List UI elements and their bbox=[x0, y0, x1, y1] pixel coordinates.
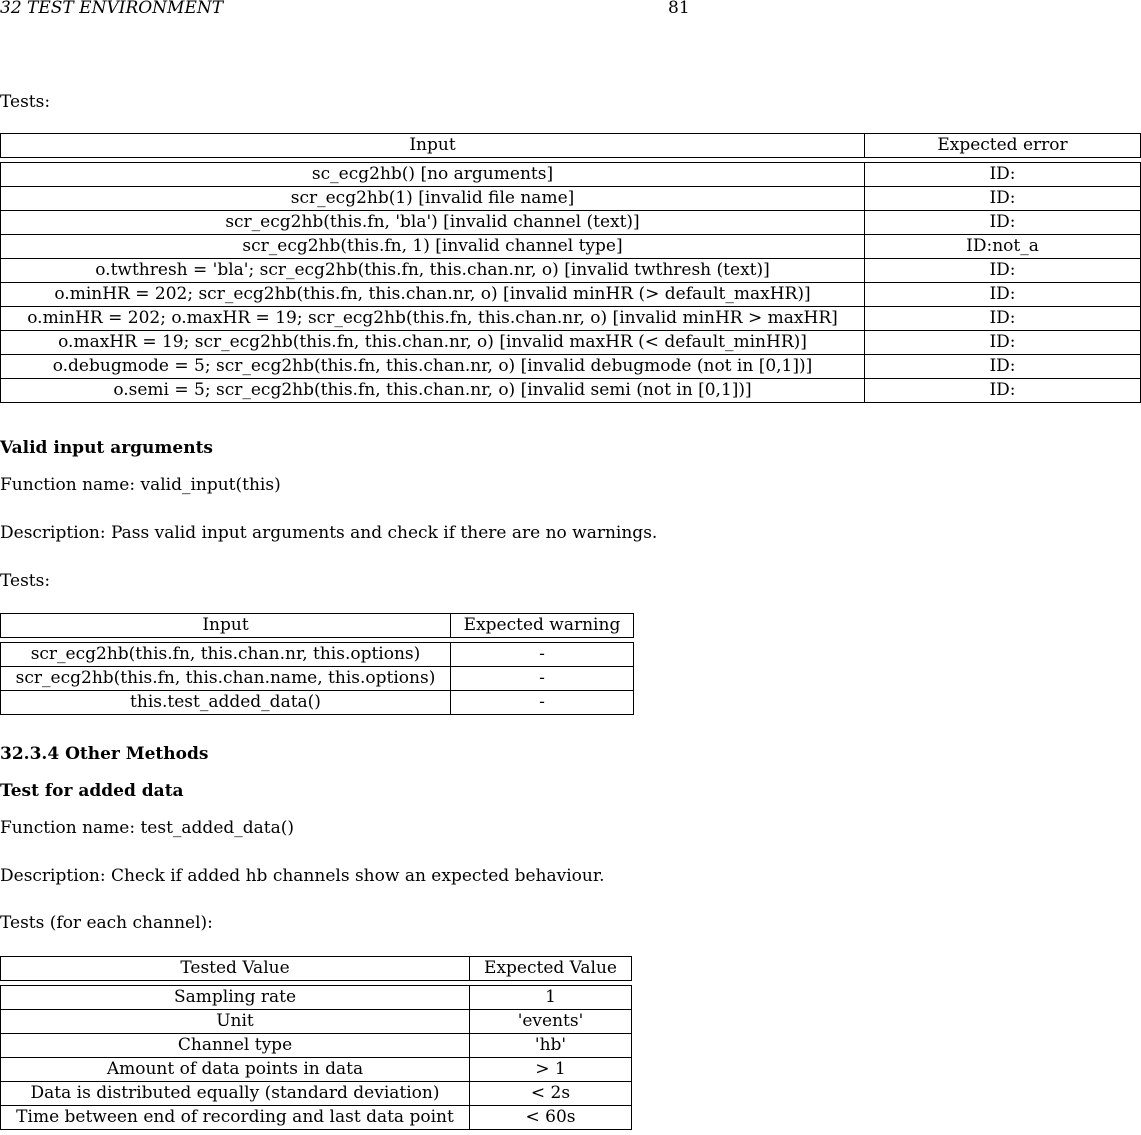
table-row bbox=[1, 1082, 632, 1106]
column-header: Expected Value bbox=[470, 957, 632, 981]
table-cell: this.test_added_data() bbox=[1, 691, 451, 715]
section-heading: Valid input arguments bbox=[0, 438, 214, 458]
table-cell: - bbox=[451, 667, 634, 691]
tests-label: Tests: bbox=[0, 92, 51, 112]
section-heading: Test for added data bbox=[0, 781, 184, 801]
table-row bbox=[1, 1058, 632, 1082]
table-cell: - bbox=[451, 691, 634, 715]
table-row bbox=[1, 331, 1141, 355]
table-row bbox=[1, 379, 1141, 403]
table-cell: Sampling rate bbox=[1, 986, 470, 1010]
table-cell: o.minHR = 202; o.maxHR = 19; scr_ecg2hb(this.fn, this.chan.nr, o) [invalid minHR > maxHR] bbox=[1, 307, 865, 331]
subsection-title: 32.3.4 Other Methods bbox=[0, 744, 209, 764]
table-cell: ID: bbox=[865, 331, 1141, 355]
table-row bbox=[1, 235, 1141, 259]
tests-label: Tests (for each channel): bbox=[0, 913, 213, 933]
tests-label: Tests: bbox=[0, 571, 51, 591]
table-cell: ID: bbox=[865, 379, 1141, 403]
table-row bbox=[1, 1106, 632, 1130]
table-cell: ID: bbox=[865, 283, 1141, 307]
table-cell: > 1 bbox=[470, 1058, 632, 1082]
table-cell: scr_ecg2hb(this.fn, 1) [invalid channel type] bbox=[1, 235, 865, 259]
valid-input-table bbox=[0, 613, 634, 715]
invalid-input-table bbox=[0, 133, 1141, 403]
table-row bbox=[1, 259, 1141, 283]
table-row bbox=[1, 986, 632, 1010]
table-cell: ID: bbox=[865, 211, 1141, 235]
table-cell: scr_ecg2hb(this.fn, 'bla') [invalid channel (text)] bbox=[1, 211, 865, 235]
table-cell: 'hb' bbox=[470, 1034, 632, 1058]
column-header: Input bbox=[1, 134, 865, 158]
table-row bbox=[1, 643, 634, 667]
table-cell: o.maxHR = 19; scr_ecg2hb(this.fn, this.chan.nr, o) [invalid maxHR (< default_minHR)] bbox=[1, 331, 865, 355]
table-cell: scr_ecg2hb(this.fn, this.chan.nr, this.options) bbox=[1, 643, 451, 667]
table-cell: scr_ecg2hb(this.fn, this.chan.name, this.options) bbox=[1, 667, 451, 691]
table-cell: - bbox=[451, 643, 634, 667]
invalid-input-table-wrap bbox=[0, 133, 1068, 413]
table-cell: < 60s bbox=[470, 1106, 632, 1130]
table-row bbox=[1, 1010, 632, 1034]
table-cell: Data is distributed equally (standard deviation) bbox=[1, 1082, 470, 1106]
table-row bbox=[1, 283, 1141, 307]
table-row bbox=[1, 691, 634, 715]
table-row bbox=[1, 163, 1141, 187]
table-cell: Amount of data points in data bbox=[1, 1058, 470, 1082]
column-header: Expected error bbox=[865, 134, 1141, 158]
function-name: Function name: valid_input(this) bbox=[0, 475, 281, 495]
table-cell: ID: bbox=[865, 187, 1141, 211]
table-cell: 1 bbox=[470, 986, 632, 1010]
table-row bbox=[1, 355, 1141, 379]
table-cell: sc_ecg2hb() [no arguments] bbox=[1, 163, 865, 187]
description: Description: Check if added hb channels show an expected behaviour. bbox=[0, 866, 605, 886]
function-name: Function name: test_added_data() bbox=[0, 818, 295, 838]
table-cell: < 2s bbox=[470, 1082, 632, 1106]
table-cell: o.semi = 5; scr_ecg2hb(this.fn, this.chan.nr, o) [invalid semi (not in [0,1])] bbox=[1, 379, 865, 403]
page-number: 81 bbox=[668, 0, 690, 18]
table-cell: scr_ecg2hb(1) [invalid file name] bbox=[1, 187, 865, 211]
table-cell: ID: bbox=[865, 259, 1141, 283]
table-cell: Channel type bbox=[1, 1034, 470, 1058]
table-cell: 'events' bbox=[470, 1010, 632, 1034]
table-cell: ID: bbox=[865, 355, 1141, 379]
table-cell: Time between end of recording and last data point bbox=[1, 1106, 470, 1130]
table-cell: o.debugmode = 5; scr_ecg2hb(this.fn, this.chan.nr, o) [invalid debugmode (not in [0,1])] bbox=[1, 355, 865, 379]
running-head: 32 TEST ENVIRONMENT bbox=[0, 0, 224, 18]
table-row bbox=[1, 667, 634, 691]
column-header: Expected warning bbox=[451, 614, 634, 638]
table-row bbox=[1, 211, 1141, 235]
table-row bbox=[1, 1034, 632, 1058]
added-data-table bbox=[0, 956, 632, 1130]
table-cell: Unit bbox=[1, 1010, 470, 1034]
table-cell: ID: bbox=[865, 307, 1141, 331]
table-row bbox=[1, 187, 1141, 211]
table-cell: ID: bbox=[865, 163, 1141, 187]
table-cell: ID:not_a bbox=[865, 235, 1141, 259]
table-cell: o.twthresh = 'bla'; scr_ecg2hb(this.fn, this.chan.nr, o) [invalid twthresh (text)] bbox=[1, 259, 865, 283]
column-header: Tested Value bbox=[1, 957, 470, 981]
description: Description: Pass valid input arguments and check if there are no warnings. bbox=[0, 523, 658, 543]
table-row bbox=[1, 307, 1141, 331]
table-cell: o.minHR = 202; scr_ecg2hb(this.fn, this.chan.nr, o) [invalid minHR (> default_maxHR)] bbox=[1, 283, 865, 307]
column-header: Input bbox=[1, 614, 451, 638]
